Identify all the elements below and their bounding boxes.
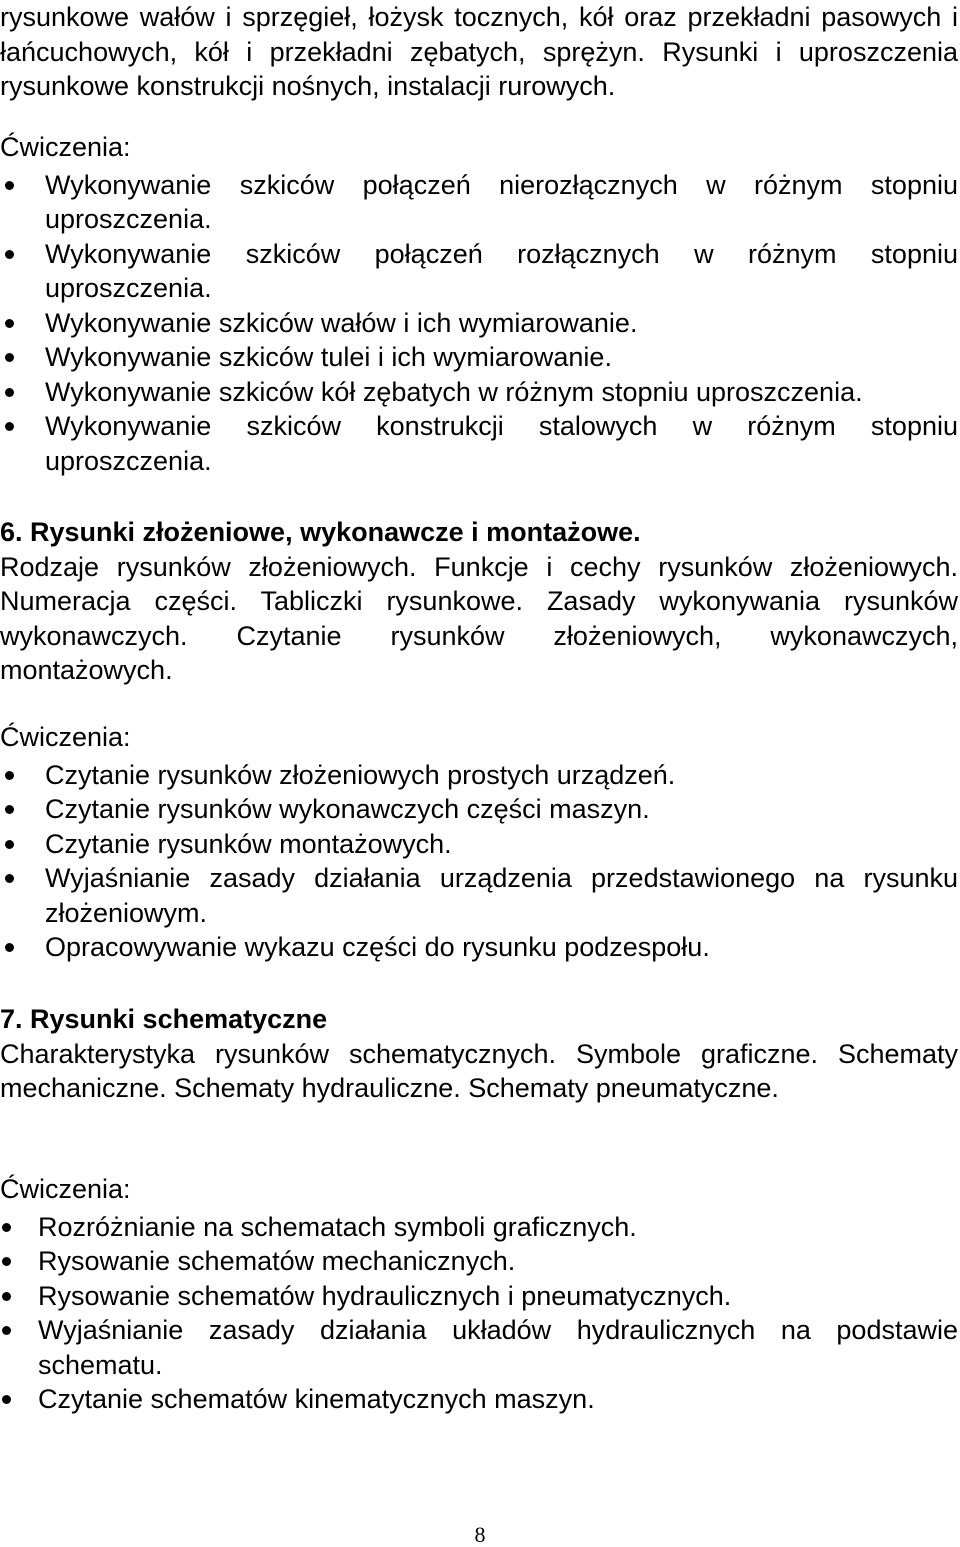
bullet-icon — [5, 388, 14, 397]
list-item: Czytanie rysunków złożeniowych prostych urządzeń. — [0, 758, 958, 793]
bullet-icon — [5, 943, 14, 952]
bullet-icon — [5, 353, 14, 362]
list-item: Opracowywanie wykazu części do rysunku podzespołu. — [0, 930, 958, 965]
list-item: Wykonywanie szkiców tulei i ich wymiarowanie. — [0, 340, 958, 375]
bullet-icon — [2, 1326, 11, 1335]
bullet-icon — [2, 1257, 11, 1266]
exercises-label: Ćwiczenia: — [0, 132, 131, 162]
section-heading: 6. Rysunki złożeniowe, wykonawcze i montażowe. — [0, 517, 641, 547]
section-heading: 7. Rysunki schematyczne — [0, 1004, 328, 1034]
bullet-icon — [5, 771, 14, 780]
list-item: Wykonywanie szkiców połączeń rozłącznych w różnym stopniu uproszczenia. — [0, 237, 958, 306]
exercise-list — [0, 168, 958, 479]
list-item: Wykonywanie szkiców kół zębatych w różnym stopniu uproszczenia. — [0, 375, 958, 410]
exercises-block-5 — [0, 130, 958, 478]
list-item: Rozróżnianie na schematach symboli graficznych. — [0, 1210, 958, 1245]
list-item: Wykonywanie szkiców konstrukcji stalowych w różnym stopniu uproszczenia. — [0, 409, 958, 478]
bullet-icon — [2, 1292, 11, 1301]
list-item: Wykonywanie szkiców połączeń nierozłącznych w różnym stopniu uproszczenia. — [0, 168, 958, 237]
list-item: Czytanie schematów kinematycznych maszyn. — [0, 1382, 958, 1417]
exercise-list — [0, 758, 958, 965]
exercise-list — [0, 1210, 958, 1417]
section-body: Charakterystyka rysunków schematycznych. Symbole graficzne. Schematy mechaniczne. Schematy hydrauliczne. Schematy pneumatyczne. — [0, 1038, 958, 1103]
exercises-label: Ćwiczenia: — [0, 722, 131, 752]
bullet-icon — [5, 319, 14, 328]
list-item: Czytanie rysunków wykonawczych części maszyn. — [0, 792, 958, 827]
list-item: Wyjaśnianie zasady działania układów hydraulicznych na podstawie schematu. — [0, 1313, 958, 1382]
list-item: Czytanie rysunków montażowych. — [0, 827, 958, 862]
list-item: Rysowanie schematów hydraulicznych i pneumatycznych. — [0, 1279, 958, 1314]
exercises-block-6 — [0, 720, 958, 965]
bullet-icon — [5, 250, 14, 259]
bullet-icon — [5, 805, 14, 814]
list-item: Rysowanie schematów mechanicznych. — [0, 1244, 958, 1279]
section-6 — [0, 515, 958, 688]
section-7 — [0, 1002, 958, 1106]
bullet-icon — [5, 840, 14, 849]
section-body: Rodzaje rysunków złożeniowych. Funkcje i cechy rysunków złożeniowych. Numeracja części. Tabliczki rysunkowe. Zasady wykonywania rysunków wykonawczych. Czytanie rysunków złożeniowych, wykonawczych, montażowych. — [0, 551, 958, 685]
exercises-block-7 — [0, 1172, 958, 1417]
exercises-label: Ćwiczenia: — [0, 1174, 131, 1204]
bullet-icon — [2, 1395, 11, 1404]
intro-paragraph: rysunkowe wałów i sprzęgieł, łożysk tocznych, kół oraz przekładni pasowych i łańcuchowych, kół i przekładni zębatych, sprężyn. Rysunki i uproszczenia rysunkowe konstrukcji nośnych, instalacji rurowych. — [0, 2, 958, 101]
list-item: Wyjaśnianie zasady działania urządzenia przedstawionego na rysunku złożeniowym. — [0, 861, 958, 930]
bullet-icon — [5, 181, 14, 190]
page-number: 8 — [474, 1522, 486, 1547]
bullet-icon — [5, 422, 14, 431]
list-item: Wykonywanie szkiców wałów i ich wymiarowanie. — [0, 306, 958, 341]
bullet-icon — [5, 874, 14, 883]
bullet-icon — [2, 1223, 11, 1232]
